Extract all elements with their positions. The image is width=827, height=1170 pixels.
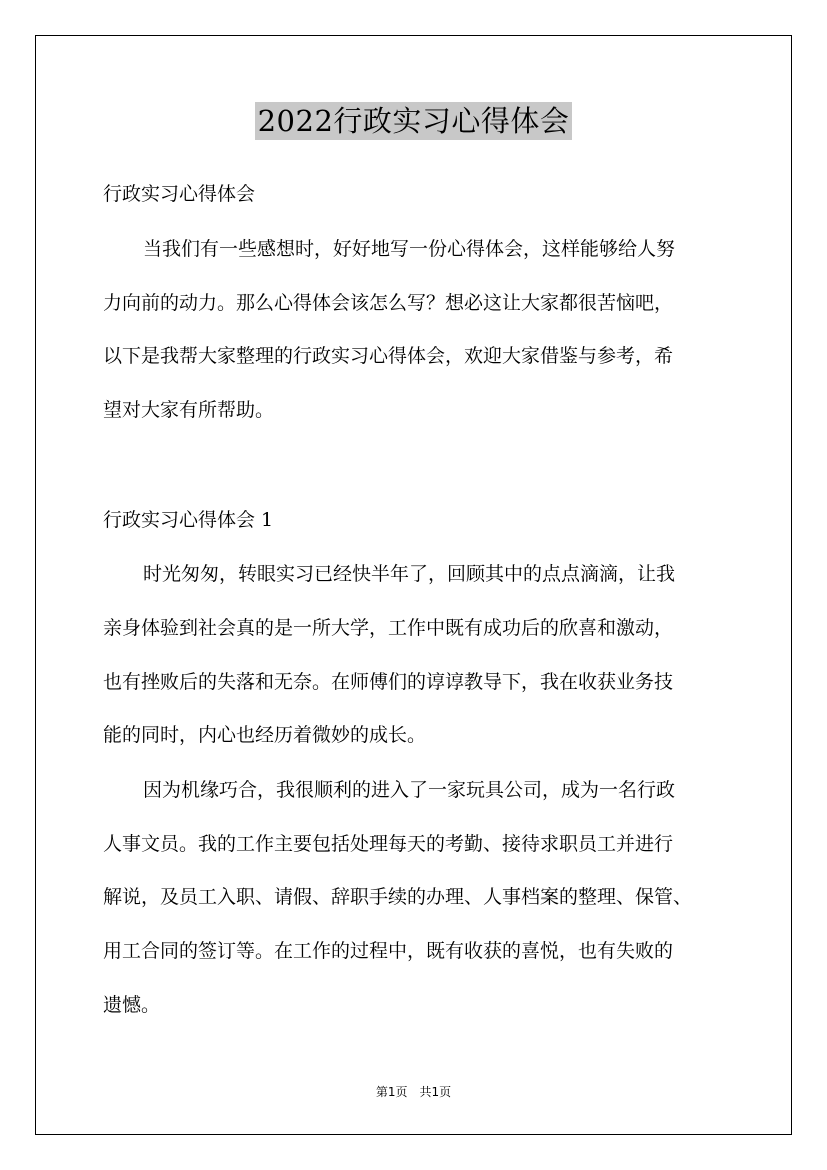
page-number-footer: 第1页 共1页 <box>375 1085 452 1099</box>
paragraph1-line-1: 时光匆匆，转眼实习已经快半年了，回顾其中的点点滴滴，让我 <box>143 563 676 585</box>
paragraph1-line-4: 能的同时，内心也经历着微妙的成长。 <box>103 724 427 746</box>
paragraph2-line-2: 人事文员。我的工作主要包括处理每天的考勤、接待求职员工并进行 <box>103 833 674 855</box>
paragraph2-line-1: 因为机缘巧合，我很顺利的进入了一家玩具公司，成为一名行政 <box>143 779 676 801</box>
intro-line-3: 以下是我帮大家整理的行政实习心得体会，欢迎大家借鉴与参考，希 <box>103 345 674 367</box>
paragraph2-line-4: 用工合同的签订等。在工作的过程中，既有收获的喜悦，也有失败的 <box>103 940 674 962</box>
paragraph1-line-2: 亲身体验到社会真的是一所大学，工作中既有成功后的欣喜和激动， <box>103 617 674 639</box>
section-heading: 行政实习心得体会 1 <box>103 509 274 531</box>
document-subtitle: 行政实习心得体会 <box>103 183 256 205</box>
document-title: 2022行政实习心得体会 <box>255 102 573 140</box>
intro-line-1: 当我们有一些感想时，好好地写一份心得体会，这样能够给人努 <box>143 238 676 260</box>
title-container <box>0 102 827 140</box>
intro-line-2: 力向前的动力。那么心得体会该怎么写？想必这让大家都很苦恼吧， <box>103 292 674 314</box>
intro-line-4: 望对大家有所帮助。 <box>103 399 275 421</box>
paragraph1-line-3: 也有挫败后的失落和无奈。在师傅们的谆谆教导下，我在收获业务技 <box>103 671 674 693</box>
paragraph2-line-3: 解说，及员工入职、请假、辞职手续的办理、人事档案的整理、保管、 <box>103 886 693 908</box>
paragraph2-line-5: 遗憾。 <box>103 994 161 1016</box>
